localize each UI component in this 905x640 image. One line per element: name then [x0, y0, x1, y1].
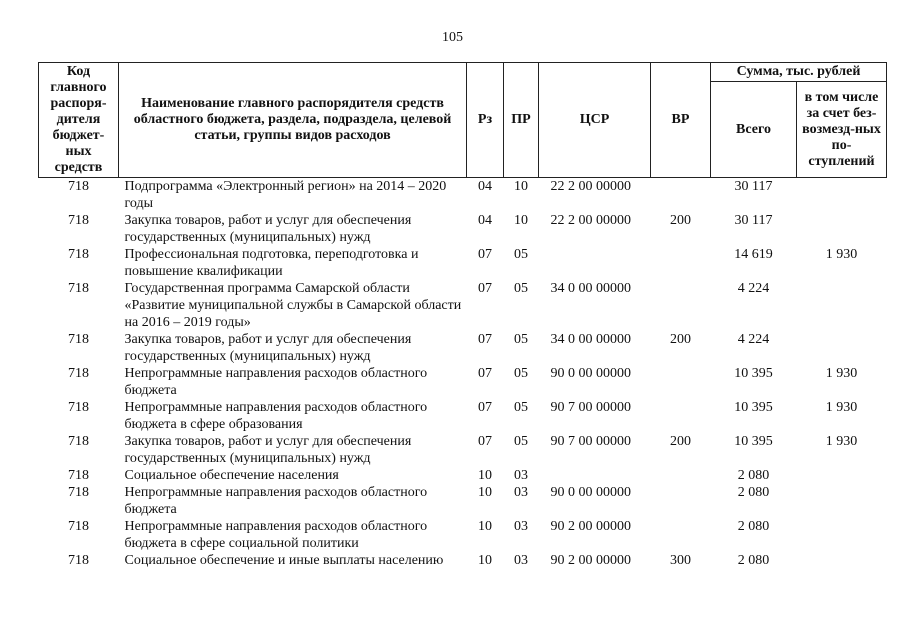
cell-csr: 34 0 00 00000: [550, 281, 631, 296]
cell-csr: 22 2 00 00000: [550, 179, 631, 194]
table-row: [39, 212, 887, 246]
cell-rz: 10: [478, 485, 492, 500]
cell-free: [797, 280, 887, 331]
cell-rz: 10: [478, 519, 492, 534]
header-total: Всего: [711, 82, 797, 178]
cell-csr: [539, 246, 651, 280]
table-row: [39, 246, 887, 280]
cell-csr: 90 0 00 00000: [550, 485, 631, 500]
cell-pr: 05: [514, 332, 528, 347]
cell-pr: 05: [514, 400, 528, 415]
cell-name: Непрограммные направления расходов областного бюджета: [124, 366, 428, 398]
cell-code: 718: [68, 485, 89, 500]
table-row: [39, 467, 887, 484]
cell-code: 718: [68, 332, 89, 347]
cell-csr: 90 0 00 00000: [550, 366, 631, 381]
cell-name: Непрограммные направления расходов областного бюджета в сфере социальной политики: [124, 519, 428, 551]
cell-rz: 07: [478, 332, 492, 347]
table-body: [39, 178, 887, 570]
cell-vr: [651, 484, 711, 518]
cell-code: 718: [68, 553, 89, 568]
cell-free: [797, 518, 887, 552]
cell-free: [797, 484, 887, 518]
cell-code: 718: [68, 468, 89, 483]
cell-total: 2 080: [737, 553, 770, 568]
page-number: 105: [442, 30, 463, 45]
cell-vr: [651, 399, 711, 433]
cell-name: Социальное обеспечение населения: [124, 468, 339, 483]
cell-name: Непрограммные направления расходов областного бюджета в сфере образования: [124, 400, 428, 432]
cell-rz: 10: [478, 553, 492, 568]
cell-pr: 05: [514, 247, 528, 262]
table-row: [39, 365, 887, 399]
cell-total: 10 395: [734, 366, 773, 381]
cell-vr: [651, 518, 711, 552]
cell-free: [797, 331, 887, 365]
cell-pr: 05: [514, 434, 528, 449]
cell-total: 30 117: [734, 213, 773, 228]
table-row: [39, 552, 887, 569]
cell-rz: 10: [478, 468, 492, 483]
cell-csr: 90 2 00 00000: [550, 519, 631, 534]
table-header: [39, 63, 887, 178]
cell-name: Государственная программа Самарской области «Развитие муниципальной службы в Самарской области на 2016 – 2019 годы»: [124, 281, 462, 330]
cell-name: Профессиональная подготовка, переподготовка и повышение квалификации: [124, 247, 419, 279]
cell-pr: 10: [514, 179, 528, 194]
table-row: [39, 433, 887, 467]
cell-name: Непрограммные направления расходов областного бюджета: [124, 485, 428, 517]
cell-code: 718: [68, 281, 89, 296]
table-row: [39, 518, 887, 552]
budget-table: [38, 62, 887, 569]
cell-total: 4 224: [737, 281, 770, 296]
cell-rz: 07: [478, 434, 492, 449]
cell-vr: [651, 467, 711, 484]
cell-rz: 04: [478, 179, 492, 194]
cell-free: [797, 552, 887, 569]
header-code: Код главного распоря-дителя бюджет-ных средств: [39, 63, 119, 178]
cell-rz: 07: [478, 400, 492, 415]
cell-total: 10 395: [734, 434, 773, 449]
cell-vr: 200: [670, 434, 691, 449]
cell-vr: [651, 246, 711, 280]
cell-free: 1 930: [825, 247, 858, 262]
cell-total: 2 080: [737, 485, 770, 500]
cell-code: 718: [68, 519, 89, 534]
cell-rz: 07: [478, 366, 492, 381]
cell-pr: 03: [514, 553, 528, 568]
table-row: [39, 280, 887, 331]
cell-pr: 03: [514, 468, 528, 483]
cell-total: 2 080: [737, 519, 770, 534]
header-name: Наименование главного распорядителя средств областного бюджета, раздела, подраздела, целевой статьи, группы видов расходов: [119, 63, 467, 178]
cell-name: Закупка товаров, работ и услуг для обеспечения государственных (муниципальных) нужд: [124, 213, 412, 245]
cell-csr: 22 2 00 00000: [550, 213, 631, 228]
table-row: [39, 399, 887, 433]
header-sum: Сумма, тыс. рублей: [711, 63, 887, 82]
header-free: в том числе за счет без-возмезд-ных по-ступлений: [797, 82, 887, 178]
cell-code: 718: [68, 247, 89, 262]
cell-code: 718: [68, 179, 89, 194]
header-pr: ПР: [504, 63, 539, 178]
table-row: [39, 178, 887, 213]
header-vr: ВР: [651, 63, 711, 178]
cell-csr: 90 7 00 00000: [550, 434, 631, 449]
cell-code: 718: [68, 366, 89, 381]
header-rz: Рз: [467, 63, 504, 178]
cell-total: 2 080: [737, 468, 770, 483]
cell-code: 718: [68, 434, 89, 449]
cell-rz: 07: [478, 281, 492, 296]
cell-vr: [651, 178, 711, 213]
cell-total: 14 619: [734, 247, 773, 262]
cell-csr: 90 2 00 00000: [550, 553, 631, 568]
cell-vr: 200: [670, 213, 691, 228]
cell-name: Закупка товаров, работ и услуг для обеспечения государственных (муниципальных) нужд: [124, 332, 412, 364]
header-csr: ЦСР: [539, 63, 651, 178]
cell-csr: [539, 467, 651, 484]
cell-name: Закупка товаров, работ и услуг для обеспечения государственных (муниципальных) нужд: [124, 434, 412, 466]
cell-name: Социальное обеспечение и иные выплаты населению: [124, 553, 444, 568]
cell-free: 1 930: [825, 400, 858, 415]
cell-name: Подпрограмма «Электронный регион» на 2014 – 2020 годы: [124, 179, 447, 211]
cell-vr: [651, 365, 711, 399]
cell-free: 1 930: [825, 434, 858, 449]
cell-code: 718: [68, 213, 89, 228]
cell-free: 1 930: [825, 366, 858, 381]
cell-total: 30 117: [734, 179, 773, 194]
cell-total: 10 395: [734, 400, 773, 415]
table-row: [39, 331, 887, 365]
cell-pr: 03: [514, 519, 528, 534]
cell-rz: 07: [478, 247, 492, 262]
cell-rz: 04: [478, 213, 492, 228]
cell-free: [797, 178, 887, 213]
cell-vr: 300: [670, 553, 691, 568]
cell-csr: 34 0 00 00000: [550, 332, 631, 347]
cell-free: [797, 212, 887, 246]
cell-csr: 90 7 00 00000: [550, 400, 631, 415]
cell-code: 718: [68, 400, 89, 415]
cell-total: 4 224: [737, 332, 770, 347]
cell-free: [797, 467, 887, 484]
cell-pr: 10: [514, 213, 528, 228]
cell-pr: 03: [514, 485, 528, 500]
table-row: [39, 484, 887, 518]
cell-pr: 05: [514, 366, 528, 381]
cell-vr: 200: [670, 332, 691, 347]
cell-pr: 05: [514, 281, 528, 296]
cell-vr: [651, 280, 711, 331]
